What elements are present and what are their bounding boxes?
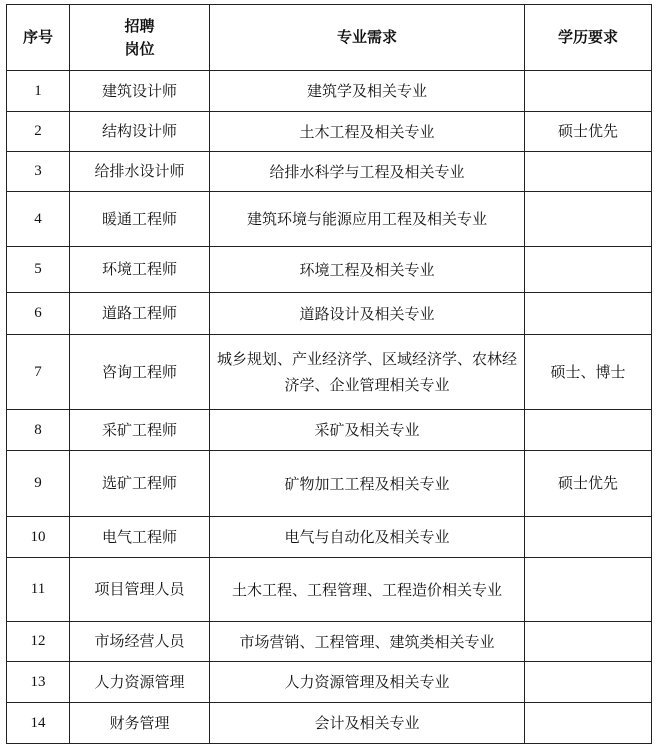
row-major: 电气与自动化及相关专业 — [210, 517, 525, 558]
row-position: 咨询工程师 — [70, 335, 210, 410]
row-position: 人力资源管理 — [70, 662, 210, 703]
row-position: 给排水设计师 — [70, 152, 210, 192]
table-row — [7, 662, 652, 703]
table-row — [7, 335, 652, 410]
header-position-line1: 招聘 — [124, 16, 155, 35]
row-no: 13 — [7, 662, 70, 703]
header-row — [7, 5, 652, 71]
row-no: 11 — [7, 558, 70, 622]
row-major: 土木工程及相关专业 — [210, 112, 525, 152]
row-position: 道路工程师 — [70, 293, 210, 335]
table-row — [7, 152, 652, 192]
row-no: 9 — [7, 451, 70, 517]
row-major: 会计及相关专业 — [210, 703, 525, 744]
row-no: 1 — [7, 71, 70, 112]
header-degree: 学历要求 — [525, 5, 652, 71]
row-no: 4 — [7, 192, 70, 247]
table-row — [7, 71, 652, 112]
row-position: 建筑设计师 — [70, 71, 210, 112]
row-no: 2 — [7, 112, 70, 152]
row-major: 人力资源管理及相关专业 — [210, 662, 525, 703]
table-row — [7, 112, 652, 152]
row-position: 选矿工程师 — [70, 451, 210, 517]
row-no: 14 — [7, 703, 70, 744]
row-major: 环境工程及相关专业 — [210, 247, 525, 293]
row-position: 电气工程师 — [70, 517, 210, 558]
row-degree: 硕士、博士 — [525, 335, 652, 410]
row-major: 采矿及相关专业 — [210, 410, 525, 451]
table-row — [7, 293, 652, 335]
row-position: 项目管理人员 — [70, 558, 210, 622]
row-major: 矿物加工工程及相关专业 — [210, 451, 525, 517]
row-degree: 硕士优先 — [525, 112, 652, 152]
row-degree — [525, 192, 652, 247]
table-row — [7, 451, 652, 517]
row-no: 5 — [7, 247, 70, 293]
recruitment-table — [6, 4, 652, 744]
row-no: 12 — [7, 622, 70, 662]
header-major: 专业需求 — [210, 5, 525, 71]
row-major: 土木工程、工程管理、工程造价相关专业 — [210, 558, 525, 622]
row-degree — [525, 410, 652, 451]
row-degree — [525, 247, 652, 293]
table-row — [7, 703, 652, 744]
row-position: 结构设计师 — [70, 112, 210, 152]
row-degree — [525, 152, 652, 192]
table-row — [7, 517, 652, 558]
row-major: 建筑学及相关专业 — [210, 71, 525, 112]
row-degree — [525, 558, 652, 622]
row-major: 道路设计及相关专业 — [210, 293, 525, 335]
row-major: 城乡规划、产业经济学、区域经济学、农林经济学、企业管理相关专业 — [210, 335, 525, 410]
row-degree — [525, 71, 652, 112]
row-degree — [525, 703, 652, 744]
row-no: 6 — [7, 293, 70, 335]
row-no: 3 — [7, 152, 70, 192]
table-row — [7, 247, 652, 293]
row-degree: 硕士优先 — [525, 451, 652, 517]
row-no: 7 — [7, 335, 70, 410]
row-position: 暖通工程师 — [70, 192, 210, 247]
row-major: 市场营销、工程管理、建筑类相关专业 — [210, 622, 525, 662]
row-position: 环境工程师 — [70, 247, 210, 293]
header-position — [70, 5, 210, 71]
row-position: 市场经营人员 — [70, 622, 210, 662]
row-position: 采矿工程师 — [70, 410, 210, 451]
row-no: 8 — [7, 410, 70, 451]
header-position-line2: 岗位 — [124, 39, 155, 58]
row-position: 财务管理 — [70, 703, 210, 744]
header-no: 序号 — [7, 5, 70, 71]
table-row — [7, 622, 652, 662]
table-row — [7, 558, 652, 622]
row-no: 10 — [7, 517, 70, 558]
row-major: 给排水科学与工程及相关专业 — [210, 152, 525, 192]
table-row — [7, 410, 652, 451]
table-row — [7, 192, 652, 247]
row-degree — [525, 517, 652, 558]
row-degree — [525, 662, 652, 703]
row-degree — [525, 293, 652, 335]
row-degree — [525, 622, 652, 662]
row-major: 建筑环境与能源应用工程及相关专业 — [210, 192, 525, 247]
